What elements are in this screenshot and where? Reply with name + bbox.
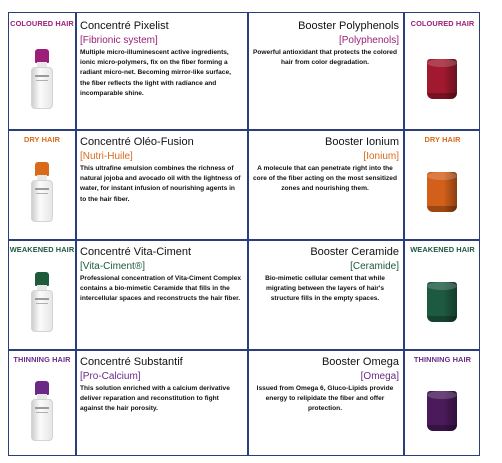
- booster-ingredient: [Polyphenols]: [338, 35, 399, 46]
- concentre-technology: [Fibrionic system]: [80, 35, 158, 46]
- concentre-image-cell: [9, 349, 75, 457]
- booster-name: Booster Omega: [321, 356, 399, 368]
- category-label: DRY HAIR: [23, 135, 61, 144]
- concentre-description: Professional concentration of Vita-Ciment Complex contains a bio-mimetic Ceramide that fills in the intercellular spaces and reconstructs the hair fiber.: [80, 275, 242, 303]
- booster-info-cell: [251, 246, 399, 348]
- concentre-info-cell: [80, 246, 242, 348]
- concentre-image-cell: [9, 129, 75, 239]
- booster-cap-image: [427, 59, 457, 99]
- booster-info-cell: [251, 136, 399, 238]
- concentre-bottle-image: [31, 272, 53, 332]
- concentre-image-cell: [9, 13, 75, 129]
- booster-ingredient: [Omega]: [360, 371, 399, 382]
- concentre-description: Multiple micro-illuminescent active ingredients, ionic micro-polymers, fix on the fiber forming a radiant micro-net. Becoming mirror-like surface, the fiber reflects the light with radiance and incomparable shine.: [80, 49, 231, 97]
- concentre-name: Concentré Pixelist: [80, 20, 169, 32]
- concentre-technology: [Pro-Calcium]: [80, 371, 141, 382]
- booster-image-cell: [404, 129, 481, 239]
- concentre-image-cell: [9, 239, 75, 349]
- column-divider: [247, 13, 249, 455]
- booster-cap-image: [427, 172, 457, 212]
- booster-description: Powerful antioxidant that protects the colored hair from color degradation.: [253, 49, 397, 67]
- booster-image-cell: [404, 13, 481, 129]
- concentre-technology: [Vita-Ciment®]: [80, 261, 145, 272]
- bottle-cap: [35, 49, 49, 63]
- category-label: THINNING HAIR: [13, 355, 71, 364]
- booster-name: Booster Ionium: [325, 136, 399, 148]
- concentre-info-cell: [80, 356, 242, 456]
- concentre-name: Concentré Vita-Ciment: [80, 246, 192, 258]
- bottle-cap: [35, 162, 49, 176]
- concentre-info-cell: [80, 20, 242, 128]
- booster-image-cell: [404, 239, 481, 349]
- booster-description: A molecule that can penetrate right into the core of the fiber acting on the most sensitized zones and nourishing them.: [253, 165, 397, 193]
- category-label: WEAKENED HAIR: [9, 245, 75, 254]
- bottle-cap: [35, 381, 49, 395]
- booster-image-cell: [404, 349, 481, 457]
- booster-description: Issued from Omega 6, Gluco-Lipids provide energy to relipidate the fiber and offer protection.: [256, 385, 394, 413]
- concentre-name: Concentré Substantif: [80, 356, 183, 368]
- concentre-bottle-image: [31, 162, 53, 222]
- concentre-technology: [Nutri-Huile]: [80, 151, 133, 162]
- booster-description: Bio-mimetic cellular cement that while migrating between the layers of hair's structure fills in the empty spaces.: [265, 275, 385, 303]
- booster-info-cell: [251, 356, 399, 456]
- category-label: COLOURED HAIR: [410, 19, 475, 28]
- category-label: DRY HAIR: [424, 135, 461, 144]
- column-divider: [75, 13, 77, 455]
- category-label: COLOURED HAIR: [10, 19, 74, 28]
- concentre-info-cell: [80, 136, 242, 238]
- concentre-bottle-image: [31, 381, 53, 441]
- booster-ingredient: [Ionium]: [363, 151, 399, 162]
- booster-name: Booster Polyphenols: [298, 20, 399, 32]
- booster-cap-image: [427, 391, 457, 431]
- booster-ingredient: [Ceramide]: [350, 261, 399, 272]
- product-table: [8, 12, 480, 456]
- booster-info-cell: [251, 20, 399, 128]
- category-label: WEAKENED HAIR: [410, 245, 475, 254]
- booster-name: Booster Ceramide: [310, 246, 399, 258]
- bottle-cap: [35, 272, 49, 286]
- concentre-name: Concentré Oléo-Fusion: [80, 136, 194, 148]
- concentre-description: This ultrafine emulsion combines the richness of natural jojoba and avocado oil with the lightness of water, for instant infusion of nourishing agents in to the hair fiber.: [80, 165, 241, 203]
- booster-cap-image: [427, 282, 457, 322]
- concentre-bottle-image: [31, 49, 53, 109]
- category-label: THINNING HAIR: [413, 355, 472, 364]
- concentre-description: This solution enriched with a calcium derivative deliver reparation and reconstitution to fight against the hair porosity.: [80, 385, 230, 413]
